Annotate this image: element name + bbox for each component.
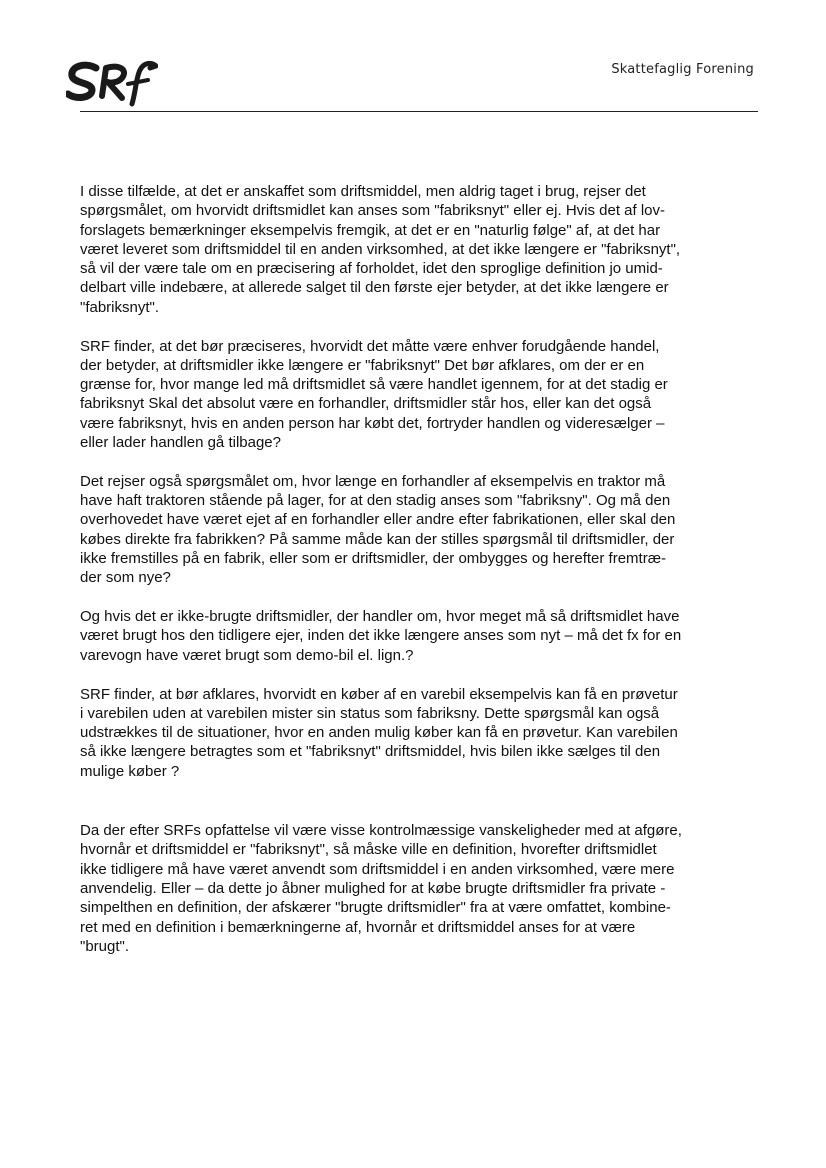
text-line: fabriksnyt Skal det absolut være en forhandler, driftsmidler står hos, eller kan det også [80, 395, 652, 413]
text-line: forslagets bemærkninger eksempelvis fremgik, at det er en "naturlig følge" af, at det har [80, 221, 661, 239]
header-divider [80, 111, 758, 112]
text-line: så vil der være tale om en præcisering af forholdet, idet den sproglige definition jo umid- [80, 260, 663, 278]
text-line: i varebilen uden at varebilen mister sin status som fabriksny. Dette spørgsmål kan også [80, 704, 660, 722]
text-line: købes direkte fra fabrikken? På samme måde kan der stilles spørgsmål til driftsmidler, der [80, 530, 675, 548]
text-line: ikke tidligere må have været anvendt som driftsmiddel i en anden virksomhed, være mere [80, 860, 675, 878]
text-line: varevogn have været brugt som demo-bil el. lign.? [80, 646, 414, 664]
text-line: Det rejser også spørgsmålet om, hvor længe en forhandler af eksempelvis en traktor må [80, 472, 666, 490]
text-line: have haft traktoren stående på lager, for at den stadig anses som "fabriksny". Og må den [80, 492, 671, 510]
text-line: ikke fremstilles på en fabrik, eller som er driftsmidler, der ombygges og herefter fremtræ- [80, 550, 667, 568]
text-line: hvornår et driftsmiddel er "fabriksnyt", så måske ville en definition, hvorefter driftsmidlet [80, 841, 657, 859]
text-line: grænse for, hvor mange led må driftsmidlet så være handlet igennem, for at det stadig er [80, 376, 668, 394]
text-line: været brugt hos den tidligere ejer, inden det ikke længere anses som nyt – må det fx for en [80, 627, 682, 645]
text-line: "brugt". [80, 937, 130, 955]
text-line: anvendelig. Eller – da dette jo åbner mulighed for at købe brugte driftsmidler fra private - [80, 879, 666, 897]
text-line: der betyder, at driftsmidler ikke længere er "fabriksnyt" Det bør afklares, om der er en [80, 356, 645, 374]
text-line: simpelthen en definition, der afskærer "brugte driftsmidler" fra at være omfattet, kombine- [80, 899, 671, 917]
text-line: overhovedet have været ejet af en forhandler eller andre efter fabrikationen, eller skal den [80, 511, 676, 529]
text-line: Og hvis det er ikke-brugte driftsmidler, der handler om, hvor meget må så driftsmidlet have [80, 608, 680, 626]
paragraph-3 [80, 472, 755, 588]
text-line: SRF finder, at det bør præciseres, hvorvidt det måtte være enhver forudgående handel, [80, 337, 660, 355]
text-line: udstrækkes til de situationer, hvor en anden mulig køber kan få en prøvetur. Kan varebilen [80, 724, 678, 742]
text-line: mulige køber ? [80, 762, 180, 780]
text-line: SRF finder, at bør afklares, hvorvidt en køber af en varebil eksempelvis kan få en prøvetur [80, 685, 678, 703]
text-line: ret med en definition i bemærkningerne af, hvornår et driftsmiddel anses for at være [80, 918, 636, 936]
srf-logo [66, 56, 158, 108]
text-line: Da der efter SRFs opfattelse vil være visse kontrolmæssige vanskeligheder med at afgøre, [80, 822, 682, 840]
text-line: været leveret som driftsmiddel til en anden virksomhed, at det ikke længere er "fabriksnyt", [80, 240, 681, 258]
paragraph-6 [80, 821, 755, 956]
paragraph-1 [80, 182, 755, 317]
text-line: eller lader handlen gå tilbage? [80, 434, 281, 452]
paragraph-4 [80, 607, 755, 665]
text-line: spørgsmålet, om hvorvidt driftsmidlet kan anses som "fabriksnyt" eller ej. Hvis det af lov- [80, 202, 666, 220]
text-line: delbart ville indebære, at allerede salget til den første ejer betyder, at det ikke længere er [80, 279, 669, 297]
text-line: være fabriksnyt, hvis en anden person har købt det, fortryder handlen og videresælger – [80, 414, 665, 432]
paragraph-2 [80, 337, 755, 453]
document-body [80, 182, 755, 976]
text-line: så ikke længere betragtes som et "fabriksnyt" driftsmiddel, hvis bilen ikke sælges til den [80, 743, 661, 761]
text-line: I disse tilfælde, at det er anskaffet som driftsmiddel, men aldrig taget i brug, rejser det [80, 183, 646, 200]
text-line: "fabriksnyt". [80, 298, 160, 316]
organization-name: Skattefaglig Forening [611, 62, 754, 77]
paragraph-5 [80, 685, 755, 781]
text-line: der som nye? [80, 569, 171, 587]
